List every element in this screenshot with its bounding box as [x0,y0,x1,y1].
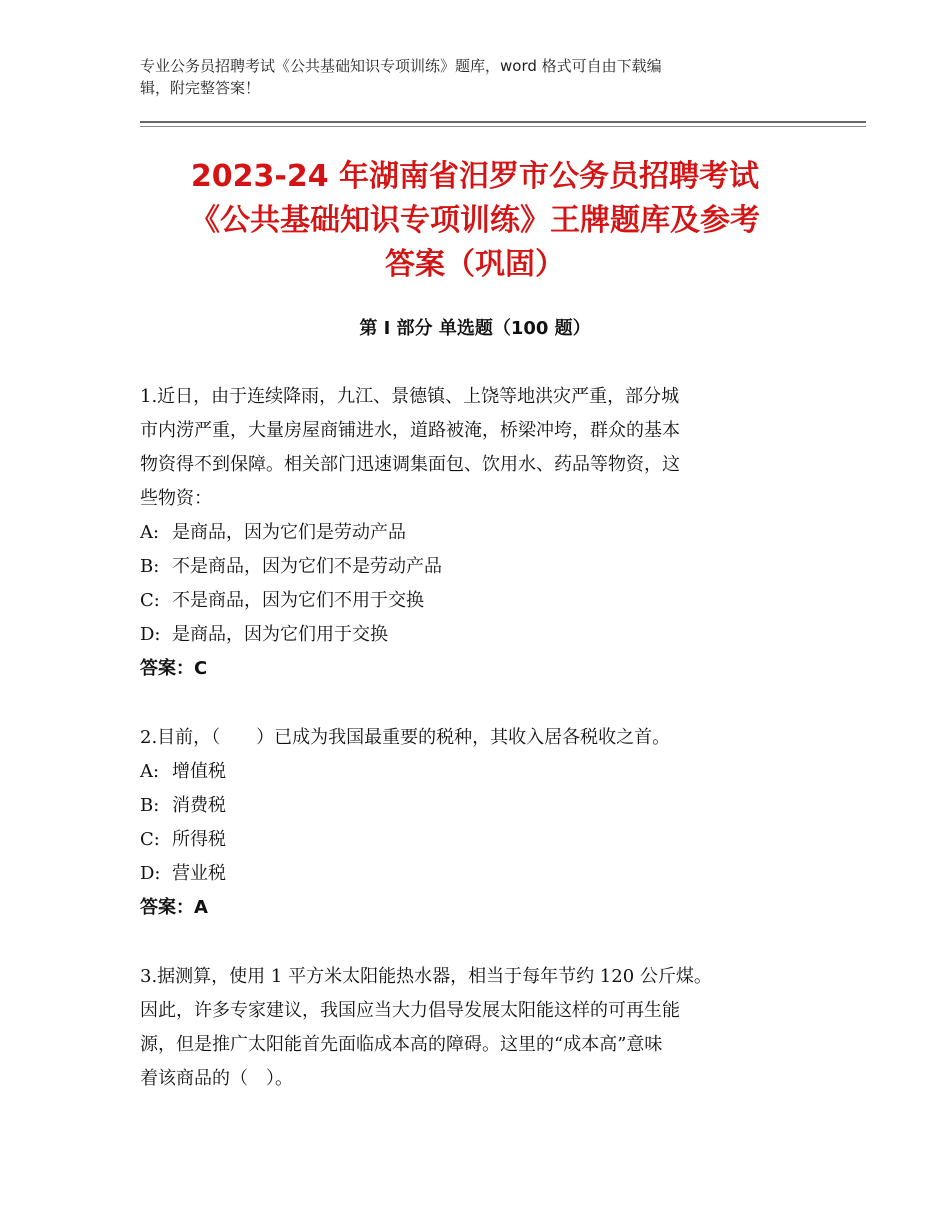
section-heading: 第 I 部分 单选题（100 题） [359,318,591,339]
question-3 [140,960,810,1096]
title-line: 答案（巩固） [385,247,565,282]
answer: 答案：A [140,897,208,918]
document-title [130,155,820,287]
title-line: 2023-24 年湖南省汨罗市公务员招聘考试 [190,159,760,194]
option-key: B: [140,795,160,816]
title-line: 《公共基础知识专项训练》王牌题库及参考 [190,203,760,238]
option-a [140,755,810,789]
stem-line: 1.近日，由于连续降雨，九江、景德镇、上饶等地洪灾严重，部分城 [140,386,680,407]
stem-line: 着该商品的（ ）。 [140,1068,293,1089]
answer: 答案：C [140,658,208,679]
stem-line: 源，但是推广太阳能首先面临成本高的障碍。这里的“成本高”意味 [140,1034,663,1055]
option-text: 增值税 [172,761,226,782]
option-text: 不是商品，因为它们不是劳动产品 [172,556,442,577]
question-1 [140,380,810,686]
option-a [140,516,810,550]
option-text: 消费税 [172,795,226,816]
option-key: D: [140,624,161,645]
header-divider [140,121,866,123]
question-2 [140,721,810,925]
option-text: 所得税 [172,829,226,850]
stem-line: 些物资： [140,488,212,509]
option-c [140,823,810,857]
option-text: 不是商品，因为它们不用于交换 [172,590,424,611]
option-text: 是商品，因为它们是劳动产品 [172,522,406,543]
stem-line: 市内涝严重，大量房屋商铺进水，道路被淹，桥梁冲垮，群众的基本 [140,420,680,441]
option-key: C: [140,590,160,611]
option-b [140,550,810,584]
option-b [140,789,810,823]
option-d [140,618,810,652]
header-divider-thin [140,126,866,127]
header-note [140,55,800,99]
stem-line: 2.目前，（ ）已成为我国最重要的税种，其收入居各税收之首。 [140,727,671,748]
option-key: A: [140,522,160,543]
header-note-line: 辑，附完整答案！ [140,79,261,97]
stem-line: 3.据测算，使用 1 平方米太阳能热水器，相当于每年节约 120 公斤煤。 [140,966,712,987]
option-c [140,584,810,618]
question-stem [140,380,810,516]
stem-line: 因此，许多专家建议，我国应当大力倡导发展太阳能这样的可再生能 [140,1000,680,1021]
option-key: B: [140,556,160,577]
option-text: 营业税 [172,863,226,884]
stem-line: 物资得不到保障。相关部门迅速调集面包、饮用水、药品等物资，这 [140,454,680,475]
question-stem [140,721,810,755]
option-d [140,857,810,891]
option-key: A: [140,761,160,782]
question-stem [140,960,810,1096]
option-key: D: [140,863,161,884]
option-text: 是商品，因为它们用于交换 [172,624,388,645]
option-key: C: [140,829,160,850]
header-note-line: 专业公务员招聘考试《公共基础知识专项训练》题库，word 格式可自由下载编 [140,57,662,75]
